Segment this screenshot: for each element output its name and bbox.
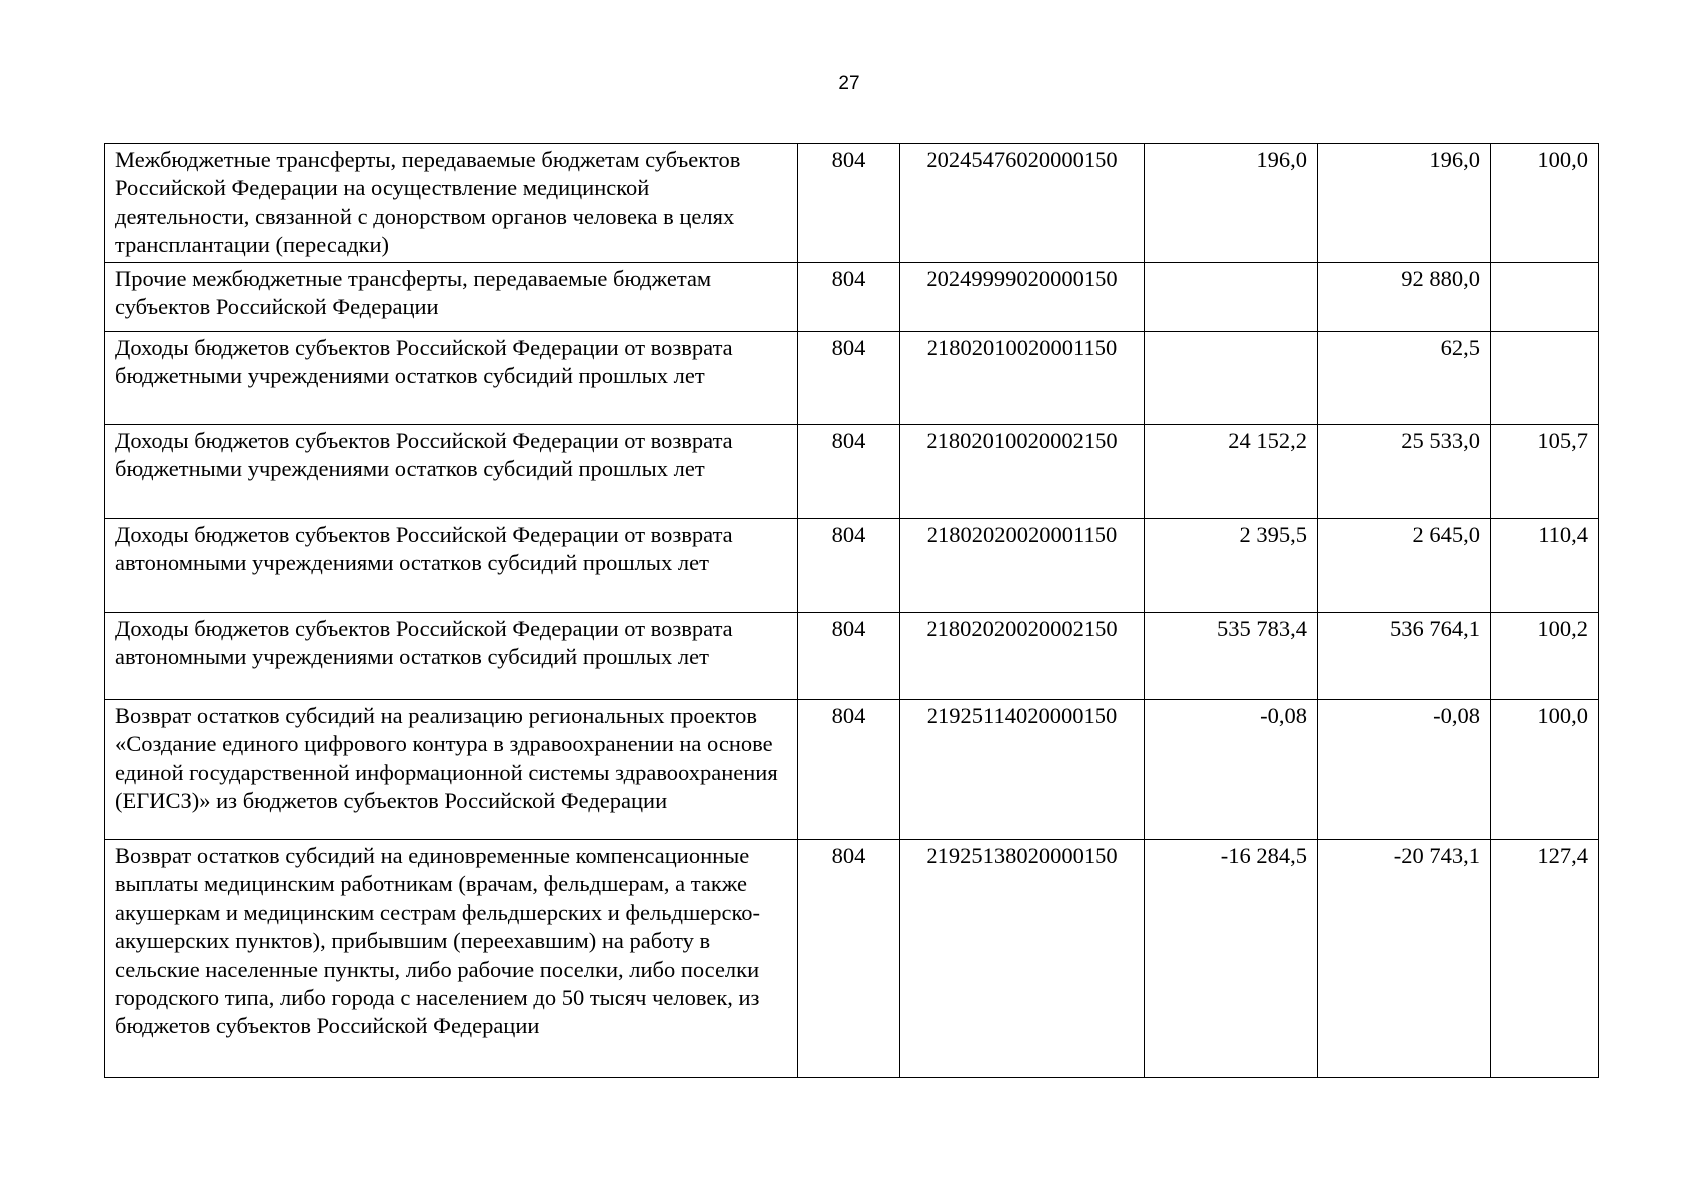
admin-code-cell: 804: [798, 144, 900, 263]
budget-classification-code-cell: 21802020020002150: [900, 613, 1145, 700]
revenue-name-cell: Межбюджетные трансферты, передаваемые бюджетам субъектов Российской Федерации на осуществление медицинской деятельности, связанной с донорством органов человека в целях трансплантации (пересадки): [105, 144, 798, 263]
planned-amount-cell: 2 395,5: [1145, 519, 1318, 613]
table-row: [105, 700, 1599, 840]
actual-amount-cell: 25 533,0: [1318, 425, 1491, 519]
planned-amount-cell: 24 152,2: [1145, 425, 1318, 519]
execution-percent-cell: 110,4: [1491, 519, 1599, 613]
table-row: [105, 613, 1599, 700]
revenue-name-cell: Возврат остатков субсидий на реализацию региональных проектов «Создание единого цифрового контура в здравоохранении на основе единой государственной информационной системы здравоохранения (ЕГИСЗ)» из бюджетов субъектов Российской Федерации: [105, 700, 798, 840]
revenue-name-cell: Доходы бюджетов субъектов Российской Федерации от возврата автономными учреждениями остатков субсидий прошлых лет: [105, 519, 798, 613]
table-row: [105, 519, 1599, 613]
actual-amount-cell: 62,5: [1318, 332, 1491, 425]
table-row: [105, 840, 1599, 1078]
budget-revenue-table: [104, 143, 1599, 1078]
budget-classification-code-cell: 20245476020000150: [900, 144, 1145, 263]
table-row: [105, 332, 1599, 425]
admin-code-cell: 804: [798, 263, 900, 332]
budget-classification-code-cell: 21802010020002150: [900, 425, 1145, 519]
actual-amount-cell: -20 743,1: [1318, 840, 1491, 1078]
planned-amount-cell: -0,08: [1145, 700, 1318, 840]
admin-code-cell: 804: [798, 613, 900, 700]
execution-percent-cell: 100,0: [1491, 144, 1599, 263]
planned-amount-cell: -16 284,5: [1145, 840, 1318, 1078]
revenue-name-cell: Доходы бюджетов субъектов Российской Федерации от возврата бюджетными учреждениями остатков субсидий прошлых лет: [105, 332, 798, 425]
execution-percent-cell: 127,4: [1491, 840, 1599, 1078]
actual-amount-cell: -0,08: [1318, 700, 1491, 840]
table-row: [105, 263, 1599, 332]
table-row: [105, 425, 1599, 519]
budget-classification-code-cell: 21802020020001150: [900, 519, 1145, 613]
admin-code-cell: 804: [798, 332, 900, 425]
revenue-name-cell: Возврат остатков субсидий на единовременные компенсационные выплаты медицинским работникам (врачам, фельдшерам, а также акушеркам и медицинским сестрам фельдшерских и фельдшерско-акушерских пунктов), прибывшим (переехавшим) на работу в сельские населенные пункты, либо рабочие поселки, либо поселки городского типа, либо города с населением до 50 тысяч человек, из бюджетов субъектов Российской Федерации: [105, 840, 798, 1078]
planned-amount-cell: [1145, 263, 1318, 332]
revenue-name-cell: Доходы бюджетов субъектов Российской Федерации от возврата автономными учреждениями остатков субсидий прошлых лет: [105, 613, 798, 700]
planned-amount-cell: 535 783,4: [1145, 613, 1318, 700]
admin-code-cell: 804: [798, 840, 900, 1078]
planned-amount-cell: [1145, 332, 1318, 425]
admin-code-cell: 804: [798, 425, 900, 519]
actual-amount-cell: 536 764,1: [1318, 613, 1491, 700]
execution-percent-cell: 100,2: [1491, 613, 1599, 700]
budget-classification-code-cell: 21925138020000150: [900, 840, 1145, 1078]
planned-amount-cell: 196,0: [1145, 144, 1318, 263]
revenue-name-cell: Доходы бюджетов субъектов Российской Федерации от возврата бюджетными учреждениями остатков субсидий прошлых лет: [105, 425, 798, 519]
actual-amount-cell: 2 645,0: [1318, 519, 1491, 613]
actual-amount-cell: 92 880,0: [1318, 263, 1491, 332]
actual-amount-cell: 196,0: [1318, 144, 1491, 263]
execution-percent-cell: 100,0: [1491, 700, 1599, 840]
execution-percent-cell: [1491, 263, 1599, 332]
execution-percent-cell: [1491, 332, 1599, 425]
admin-code-cell: 804: [798, 519, 900, 613]
admin-code-cell: 804: [798, 700, 900, 840]
budget-classification-code-cell: 21925114020000150: [900, 700, 1145, 840]
page-number: 27: [838, 73, 860, 94]
table-row: [105, 144, 1599, 263]
execution-percent-cell: 105,7: [1491, 425, 1599, 519]
budget-classification-code-cell: 21802010020001150: [900, 332, 1145, 425]
revenue-name-cell: Прочие межбюджетные трансферты, передаваемые бюджетам субъектов Российской Федерации: [105, 263, 798, 332]
budget-classification-code-cell: 20249999020000150: [900, 263, 1145, 332]
